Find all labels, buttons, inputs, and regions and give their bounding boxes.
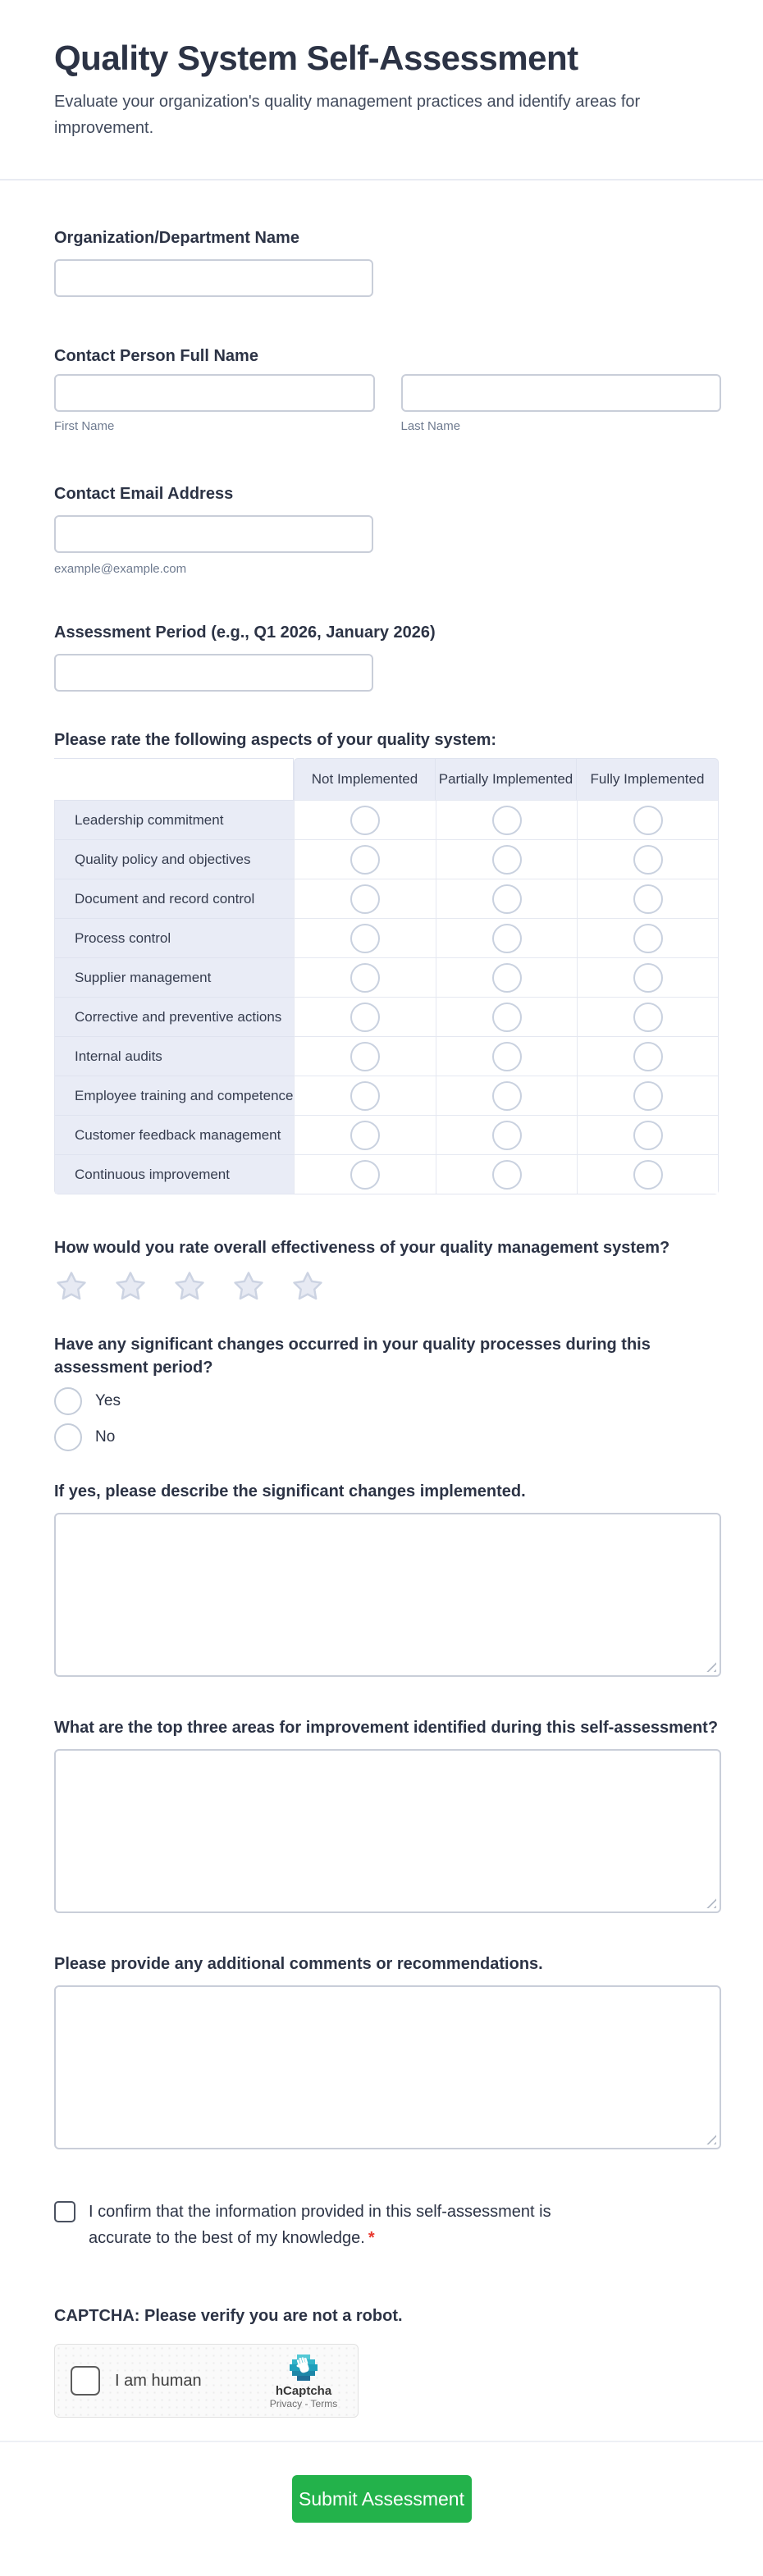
- rating-cell-not-implemented[interactable]: [294, 800, 436, 839]
- rating-cell-fully-implemented[interactable]: [577, 879, 718, 918]
- rating-cell-not-implemented[interactable]: [294, 1115, 436, 1154]
- captcha-label: CAPTCHA: Please verify you are not a robot.: [54, 2307, 403, 2325]
- radio-button[interactable]: [350, 924, 380, 953]
- question-captcha: [54, 2304, 721, 2418]
- table-row: [55, 1154, 718, 1194]
- comments-wrap: [54, 1985, 721, 2149]
- rating-cell-fully-implemented[interactable]: [577, 839, 718, 879]
- rating-cell-fully-implemented[interactable]: [577, 1115, 718, 1154]
- radio-button[interactable]: [54, 1387, 82, 1415]
- radio-button[interactable]: [633, 1121, 663, 1150]
- top-areas-textarea[interactable]: [54, 1749, 721, 1913]
- confirm-checkbox[interactable]: [54, 2201, 75, 2222]
- row-label: Internal audits: [55, 1036, 294, 1076]
- radio-button[interactable]: [350, 884, 380, 914]
- radio-button[interactable]: [350, 806, 380, 835]
- rating-cell-fully-implemented[interactable]: [577, 1076, 718, 1115]
- radio-button[interactable]: [633, 1042, 663, 1071]
- question-comments: [54, 1953, 721, 2149]
- table-row: [55, 1115, 718, 1154]
- star-icon[interactable]: [172, 1269, 207, 1304]
- radio-button[interactable]: [350, 1042, 380, 1071]
- hcaptcha-widget: [54, 2344, 359, 2418]
- radio-button[interactable]: [492, 1003, 522, 1032]
- radio-button[interactable]: [492, 884, 522, 914]
- row-label: Corrective and preventive actions: [55, 997, 294, 1036]
- row-label: Employee training and competence: [55, 1076, 294, 1115]
- question-email: [54, 482, 721, 578]
- submit-button[interactable]: Submit Assessment: [292, 2475, 472, 2523]
- radio-button[interactable]: [633, 1081, 663, 1111]
- question-overall-rating: [54, 1236, 721, 1304]
- last-name-input[interactable]: [401, 374, 722, 412]
- radio-button[interactable]: [492, 1081, 522, 1111]
- star-icon[interactable]: [54, 1269, 89, 1304]
- star-rating: [54, 1269, 721, 1304]
- rating-cell-partially-implemented[interactable]: [436, 1154, 577, 1194]
- radio-button[interactable]: [350, 1121, 380, 1150]
- row-label: Continuous improvement: [55, 1154, 294, 1194]
- rating-cell-partially-implemented[interactable]: [436, 957, 577, 997]
- radio-button[interactable]: [350, 1081, 380, 1111]
- radio-button[interactable]: [492, 1121, 522, 1150]
- question-rating-table: [54, 728, 721, 1194]
- radio-button[interactable]: [350, 1160, 380, 1190]
- rating-cell-partially-implemented[interactable]: [436, 918, 577, 957]
- comments-textarea[interactable]: [54, 1985, 721, 2149]
- rating-cell-fully-implemented[interactable]: [577, 997, 718, 1036]
- radio-option-label: Yes: [95, 1392, 121, 1409]
- rating-cell-partially-implemented[interactable]: [436, 839, 577, 879]
- first-name-col: [54, 374, 375, 435]
- last-name-sublabel: Last Name: [400, 419, 461, 433]
- rating-table-label: Please rate the following aspects of your quality system:: [54, 731, 497, 749]
- email-label: Contact Email Address: [54, 485, 234, 503]
- form-header: [0, 0, 763, 180]
- last-name-col: [401, 374, 722, 435]
- radio-button[interactable]: [492, 924, 522, 953]
- table-row: [55, 839, 718, 879]
- radio-button[interactable]: [492, 1042, 522, 1071]
- confirm-label: [89, 2199, 581, 2251]
- rating-cell-not-implemented[interactable]: [294, 957, 436, 997]
- question-changes: [54, 1333, 721, 1451]
- radio-button[interactable]: [633, 963, 663, 993]
- row-label: Process control: [55, 918, 294, 957]
- period-label: Assessment Period (e.g., Q1 2026, January 2026): [54, 623, 436, 642]
- changes-options: [54, 1387, 721, 1451]
- radio-button[interactable]: [492, 845, 522, 875]
- top-areas-label: What are the top three areas for improvement identified during this self-assessment?: [54, 1719, 719, 1737]
- confirm-label-text: I confirm that the information provided in this self-assessment is accurate to the best of my knowledge.: [89, 2203, 551, 2247]
- table-row: [55, 1036, 718, 1076]
- rating-cell-fully-implemented[interactable]: [577, 1036, 718, 1076]
- form-footer: [0, 2441, 763, 2563]
- organization-label: Organization/Department Name: [54, 229, 299, 247]
- star-icon[interactable]: [113, 1269, 148, 1304]
- describe-changes-wrap: [54, 1513, 721, 1677]
- rating-cell-not-implemented[interactable]: [294, 918, 436, 957]
- rating-table: [54, 758, 719, 1194]
- table-row: [55, 800, 718, 839]
- form-subtitle: Evaluate your organization's quality management practices and identify areas for improvement.: [54, 93, 641, 137]
- question-organization: [54, 226, 721, 297]
- rating-table-header: [54, 758, 719, 800]
- rating-column-header: Fully Implemented: [577, 758, 719, 800]
- rating-column-header: Not Implemented: [294, 758, 436, 800]
- rating-cell-not-implemented[interactable]: [294, 1154, 436, 1194]
- table-row: [55, 997, 718, 1036]
- rating-cell-fully-implemented[interactable]: [577, 1154, 718, 1194]
- rating-table-body: [54, 800, 719, 1194]
- rating-cell-fully-implemented[interactable]: [577, 800, 718, 839]
- overall-rating-label: How would you rate overall effectiveness of your quality management system?: [54, 1239, 670, 1257]
- email-sublabel: example@example.com: [54, 562, 187, 576]
- radio-button[interactable]: [633, 884, 663, 914]
- star-icon[interactable]: [290, 1269, 325, 1304]
- question-contact-name: [54, 345, 721, 435]
- name-fields-row: [54, 374, 721, 435]
- star-icon[interactable]: [231, 1269, 266, 1304]
- radio-button[interactable]: [350, 845, 380, 875]
- radio-option-label: No: [95, 1428, 116, 1446]
- question-top-areas: [54, 1716, 721, 1913]
- table-row: [55, 918, 718, 957]
- rating-cell-fully-implemented[interactable]: [577, 957, 718, 997]
- contact-name-label: Contact Person Full Name: [54, 347, 258, 365]
- radio-button[interactable]: [633, 806, 663, 835]
- rating-cell-partially-implemented[interactable]: [436, 800, 577, 839]
- period-input[interactable]: [54, 654, 373, 692]
- question-period: [54, 621, 721, 692]
- radio-button[interactable]: [350, 1003, 380, 1032]
- radio-button[interactable]: [633, 924, 663, 953]
- radio-option[interactable]: [54, 1387, 721, 1415]
- radio-button[interactable]: [492, 963, 522, 993]
- hcaptcha-brand: [261, 2353, 346, 2409]
- hcaptcha-brand-name: hCaptcha: [275, 2383, 332, 2398]
- row-label: Quality policy and objectives: [55, 839, 294, 879]
- first-name-sublabel: First Name: [54, 419, 115, 433]
- row-label: Supplier management: [55, 957, 294, 997]
- rating-header-blank-cell: [54, 758, 294, 800]
- radio-button[interactable]: [633, 845, 663, 875]
- confirmation-row: [54, 2199, 721, 2251]
- radio-option[interactable]: [54, 1423, 721, 1451]
- email-input[interactable]: [54, 515, 373, 553]
- captcha-checkbox[interactable]: [71, 2366, 100, 2396]
- changes-label: Have any significant changes occurred in your quality processes during this assessment period?: [54, 1336, 651, 1377]
- top-areas-wrap: [54, 1749, 721, 1913]
- row-label: Customer feedback management: [55, 1115, 294, 1154]
- page-title: Quality System Self-Assessment: [54, 39, 578, 77]
- radio-button[interactable]: [633, 1160, 663, 1190]
- row-label: Leadership commitment: [55, 800, 294, 839]
- rating-column-header: Partially Implemented: [436, 758, 577, 800]
- required-asterisk: *: [368, 2229, 375, 2247]
- comments-label: Please provide any additional comments or recommendations.: [54, 1955, 543, 1973]
- radio-button[interactable]: [492, 806, 522, 835]
- captcha-checkbox-label: I am human: [115, 2371, 202, 2390]
- rating-cell-not-implemented[interactable]: [294, 1076, 436, 1115]
- radio-button[interactable]: [492, 1160, 522, 1190]
- table-row: [55, 1076, 718, 1115]
- form-body: [0, 226, 763, 2418]
- rating-cell-fully-implemented[interactable]: [577, 918, 718, 957]
- radio-button[interactable]: [633, 1003, 663, 1032]
- rating-cell-not-implemented[interactable]: [294, 839, 436, 879]
- rating-cell-partially-implemented[interactable]: [436, 1115, 577, 1154]
- rating-cell-partially-implemented[interactable]: [436, 1036, 577, 1076]
- radio-button[interactable]: [54, 1423, 82, 1451]
- radio-button[interactable]: [350, 963, 380, 993]
- describe-changes-label: If yes, please describe the significant changes implemented.: [54, 1482, 526, 1500]
- question-describe-changes: [54, 1480, 721, 1677]
- row-label: Document and record control: [55, 879, 294, 918]
- rating-cell-not-implemented[interactable]: [294, 997, 436, 1036]
- table-row: [55, 879, 718, 918]
- table-row: [55, 957, 718, 997]
- rating-cell-not-implemented[interactable]: [294, 1036, 436, 1076]
- hcaptcha-privacy-terms[interactable]: Privacy - Terms: [269, 2397, 338, 2409]
- rating-cell-not-implemented[interactable]: [294, 879, 436, 918]
- rating-cell-partially-implemented[interactable]: [436, 879, 577, 918]
- hcaptcha-logo-icon: [289, 2353, 318, 2382]
- first-name-input[interactable]: [54, 374, 375, 412]
- rating-cell-partially-implemented[interactable]: [436, 997, 577, 1036]
- rating-cell-partially-implemented[interactable]: [436, 1076, 577, 1115]
- organization-input[interactable]: [54, 259, 373, 297]
- describe-changes-textarea[interactable]: [54, 1513, 721, 1677]
